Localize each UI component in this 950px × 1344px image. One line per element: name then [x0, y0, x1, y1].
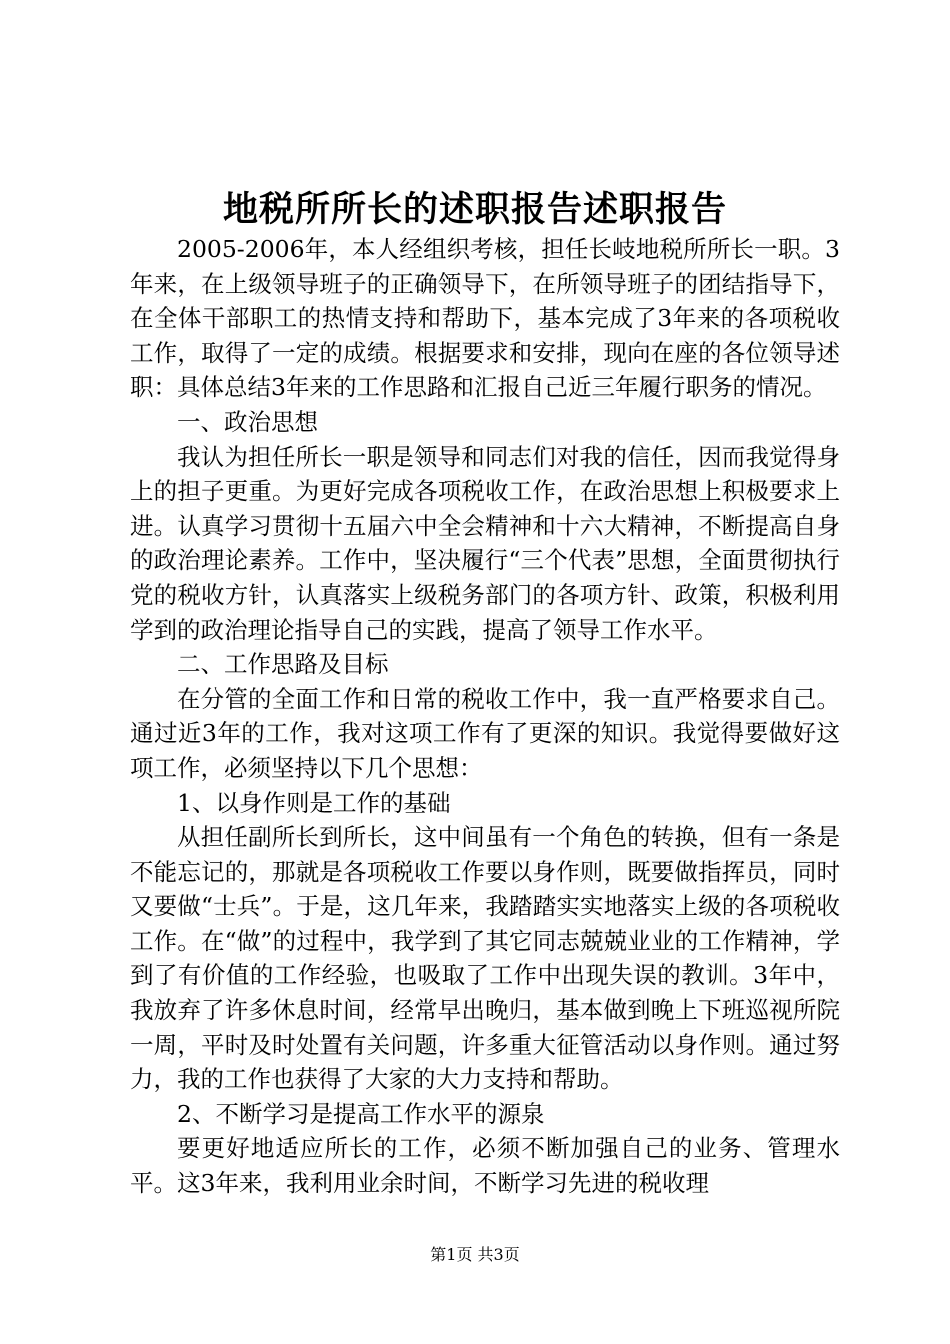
paragraph-political: 我认为担任所长一职是领导和同志们对我的信任，因而我觉得身上的担子更重。为更好完成各项税收工作，在政治思想上积极要求上进。认真学习贯彻十五届六中全会精神和十六大精神，不断提高自身的政治理论素养。工作中，坚决履行“三个代表”思想，全面贯彻执行党的税收方针，认真落实上级税务部门的各项方针、政策，积极利用学到的政治理论指导自己的实践，提高了领导工作水平。: [130, 442, 840, 644]
paragraph-intro: 2005-2006年，本人经组织考核，担任长岐地税所所长一职。3年来，在上级领导班子的正确领导下，在所领导班子的团结指导下，在全体干部职工的热情支持和帮助下，基本完成了3年来的各项税收工作，取得了一定的成绩。根据要求和安排，现向在座的各位领导述职：具体总结3年来的工作思路和汇报自己近三年履行职务的情况。: [130, 235, 840, 402]
subheading-lead-by-example: 1、以身作则是工作的基础: [177, 788, 451, 817]
document-body: [130, 232, 840, 1201]
paragraph-work-approach: 在分管的全面工作和日常的税收工作中，我一直严格要求自己。通过近3年的工作，我对这项工作有了更深的知识。我觉得要做好这项工作，必须坚持以下几个思想：: [130, 684, 840, 782]
subheading-continuous-learning: 2、不断学习是提高工作水平的源泉: [177, 1099, 545, 1128]
section-heading-political: 一、政治思想: [177, 407, 318, 436]
section-heading-work-approach: 二、工作思路及目标: [177, 650, 389, 679]
document-title: 地税所所长的述职报告述职报告: [222, 189, 727, 230]
paragraph-lead-by-example: 从担任副所长到所长，这中间虽有一个角色的转换，但有一条是不能忘记的，那就是各项税收工作要以身作则，既要做指挥员，同时又要做“士兵”。于是，这几年来，我踏踏实实地落实上级的各项税收工作。在“做”的过程中，我学到了其它同志兢兢业业的工作精神，学到了有价值的工作经验，也吸取了工作中出现失误的教训。3年中，我放弃了许多休息时间，经常早出晚归，基本做到晚上下班巡视所院一周，平时及时处置有关问题，许多重大征管活动以身作则。通过努力，我的工作也获得了大家的大力支持和帮助。: [130, 823, 840, 1094]
page-footer: 第1页 共3页: [430, 1245, 520, 1264]
paragraph-continuous-learning: 要更好地适应所长的工作，必须不断加强自己的业务、管理水平。这3年来，我利用业余时间，不断学习先进的税收理: [130, 1134, 840, 1198]
